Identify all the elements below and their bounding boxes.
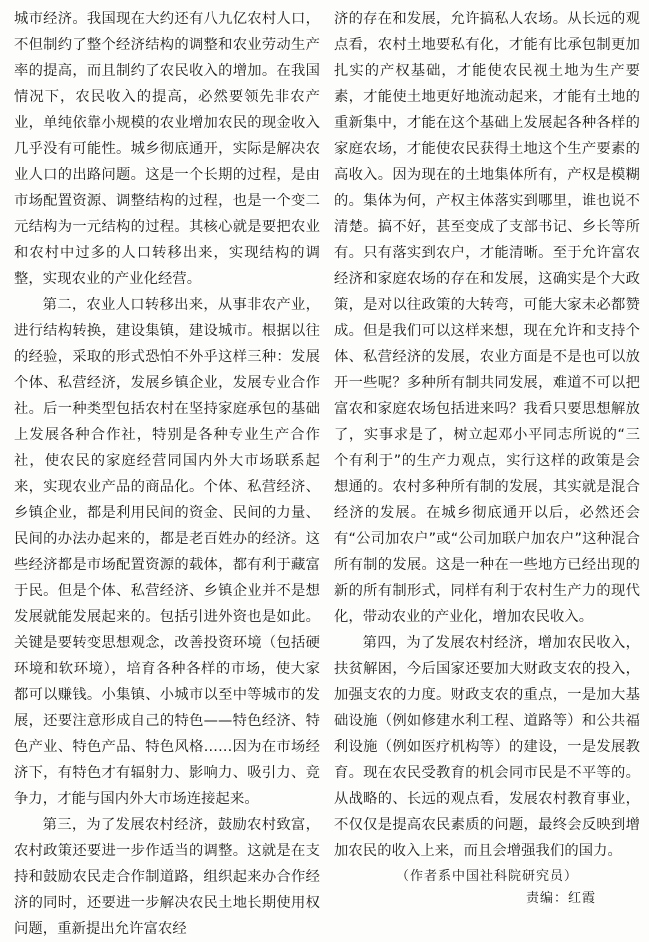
left-column bbox=[14, 6, 320, 937]
paragraph: 第二，农业人口转移出来，从事非农产业，进行结构转换，建设集镇，建设城市。根据以往的经验，采取的形式恐怕不外乎这样三种：发展个体、私营经济，发展乡镇企业，发展专业合作社。后一种类型包括农村在坚持家庭承包的基础上发展各种合作社，特别是各种专业生产合作社，使农民的家庭经营同国内外大市场联系起来，实现农业产品的商品化。个体、私营经济、乡镇企业，都是利用民间的资金、民间的力量、民间的办法办起来的，都是老百姓办的经济。这些经济都是市场配置资源的载体，都有利于藏富于民。但是个体、私营经济、乡镇企业并不是想发展就能发展起来的。包括引进外资也是如此。关键是要转变思想观念，改善投资环境（包括硬环境和软环境），培育各种各样的市场，使大家都可以赚钱。小集镇、小城市以至中等城市的发展，还要注意形成自己的特色——特色经济、特色产业、特色产品、特色风格……因为在市场经济下，有特色才有辐射力、影响力、吸引力、竞争力，才能与国内外大市场连接起来。 bbox=[14, 297, 320, 807]
right-column bbox=[334, 6, 640, 906]
paragraph: 第四，为了发展农村经济，增加农民收入，扶贫解困，今后国家还要加大财政支农的投入，加强支农的力度。财政支农的重点，一是加大基础设施（例如修建水利工程、道路等）和公共福利设施（例如医疗机构等）的建设，一是发展教育。现在农民受教育的机会同市民是不平等的。从战略的、长远的观点看，发展农村教育事业，不仅仅是提高农民素质的问题，最终会反映到增加农民的收入上来，而且会增强我们的国力。 bbox=[334, 635, 640, 859]
editor-credit: 责编：红霞 bbox=[525, 891, 596, 906]
paragraph: 第三，为了发展农村经济，鼓励农村致富，农村政策还要进一步作适当的调整。这就是在支持和鼓励农民走合作制道路，组织起来办合作经济的同时，还要进一步解决农民土地长期使用权问题，重新提出允许富农经 bbox=[14, 817, 320, 937]
author-byline: （作者系中国社科院研究员） bbox=[395, 869, 578, 884]
paragraph: 济的存在和发展，允许搞私人农场。从长远的观点看，农村土地要私有化，才能有比承包制更加扎实的产权基础，才能使农民视土地为生产要素，才能使土地更好地流动起来，才能有土地的重新集中，才能在这个基础上发展起各种各样的家庭农场，才能使农民获得土地这个生产要素的高收入。因为现在的土地集体所有，产权是模糊的。集体为何，产权主体落实到哪里，谁也说不清楚。搞不好，甚至变成了支部书记、乡长等所有。只有落实到农户，才能清晰。至于允许富农经济和家庭农场的存在和发展，这确实是个大政策，是对以往政策的大转弯，可能大家未必都赞成。但是我们可以这样来想，现在允许和支持个体、私营经济的发展，农业方面是不是也可以放开一些呢？多种所有制共同发展，难道不可以把富农和家庭农场包括进来吗？我看只要思想解放了，实事求是了，树立起邓小平同志所说的“三个有利于”的生产力观点，实行这样的政策是会想通的。农村多种所有制的发展，其实就是混合经济的发展。在城乡彻底通开以后，必然还会有“公司加农户”或“公司加联户加农户”这种混合所有制的发展。这是一种在一些地方已经出现的新的所有制形式，同样有利于农村生产力的现代化，带动农业的产业化，增加农民收入。 bbox=[334, 11, 640, 625]
paragraph: 城市经济。我国现在大约还有八九亿农村人口，不但制约了整个经济结构的调整和农业劳动生产率的提高，而且制约了农民收入的增加。在我国情况下，农民收入的提高，必然要领先非农产业，单纯依靠小规模的农业增加农民的现金收入几乎没有可能性。城乡彻底通开，实际是解决农业人口的出路问题。这是一个长期的过程，是由市场配置资源、调整结构的过程，也是一个变二元结构为一元结构的过程。其核心就是要把农业和农村中过多的人口转移出来，实现结构的调整，实现农业的产业化经营。 bbox=[14, 11, 320, 287]
